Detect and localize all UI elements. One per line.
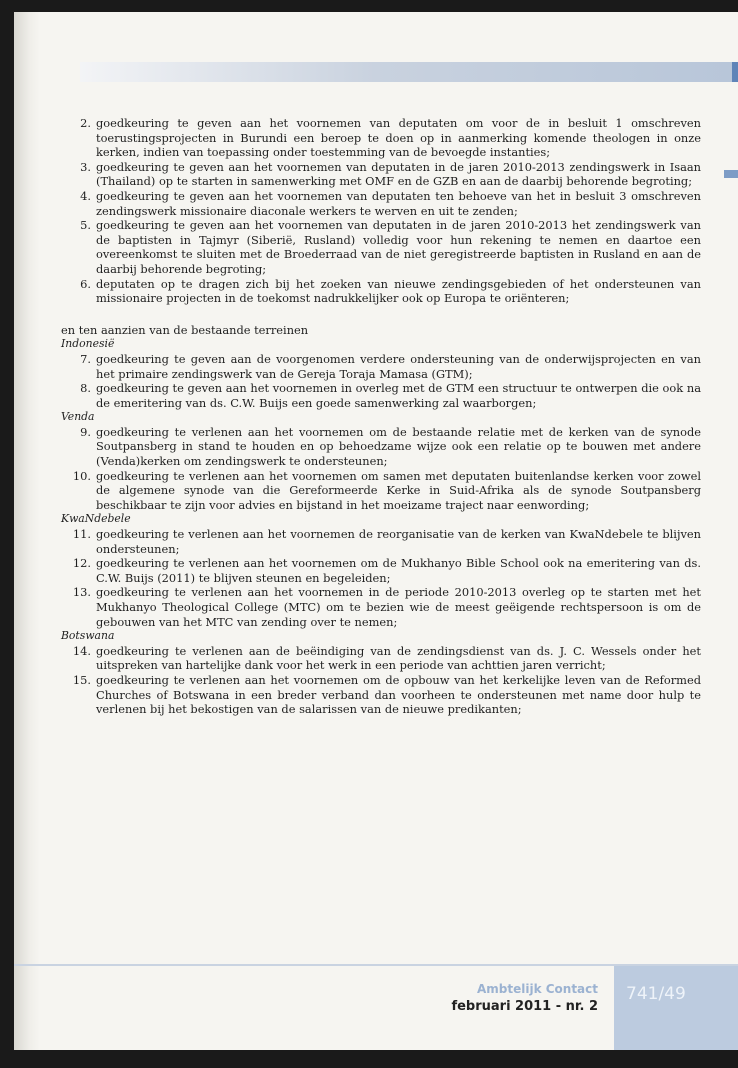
list-item	[61, 277, 701, 306]
item-number: 7.	[80, 351, 91, 366]
list-item	[61, 527, 701, 556]
header-gradient-bar	[80, 62, 734, 82]
item-number: 14.	[72, 643, 91, 658]
item-text: goedkeuring te verlenen aan de beëindiging van de zendingsdienst van ds. J. C. Wessels onder het uitspreken van hartelijke dank voor het werk in een periode van achttien jaren verricht;	[96, 643, 701, 673]
section-heading-indonesie: Indonesië	[61, 337, 115, 351]
item-text: goedkeuring te geven aan het voornemen van deputaten in de jaren 2010-2013 zendingswerk in Isaan (Thailand) op te starten in samenwerking met OMF en de GZB en aan de daarbij behorende begroting;	[96, 159, 701, 189]
decision-list	[61, 116, 701, 717]
item-text: goedkeuring te geven aan het voornemen van deputaten om voor de in besluit 1 omschreven toerustingsprojecten in Burundi een beroep te doen op in aanmerking komende theologen in onze kerken, indien van toepassing onder toestemming van de bevoegde instanties;	[96, 116, 701, 160]
item-text: goedkeuring te geven aan het voornemen van deputaten ten behoeve van het in besluit 3 omschreven zendingswerk missionaire diaconale werkers te werven en uit te zenden;	[96, 188, 701, 218]
journal-title: Ambtelijk Contact	[476, 982, 598, 996]
page-number-box	[614, 966, 738, 1050]
list-item	[61, 381, 701, 410]
item-text: goedkeuring te verlenen aan het voornemen om de bestaande relatie met de kerken van de synode Soutpansberg in stand te houden en op behoedzame wijze ook een relatie op te bouwen met andere (Venda)kerken om zendingswerk te ondersteunen;	[96, 424, 701, 469]
page-spine-shadow	[14, 12, 40, 1050]
item-number: 3.	[80, 159, 91, 174]
intro-line: en ten aanzien van de bestaande terreinen	[61, 322, 309, 337]
item-text: goedkeuring te verlenen aan het voornemen om samen met deputaten buitenlandse kerken voor zowel de algemene synode van die Gereformeerde Kerke in Suid-Afrika als de synode Soutpansberg beschikbaar te zijn voor advies en bijstand in het moeizame traject naar eenwording;	[96, 468, 701, 512]
item-text: goedkeuring te geven aan het voornemen van deputaten in de jaren 2010-2013 het zendingswerk van de baptisten in Tajmyr (Siberië, Rusland) volledig voor hun rekening te nemen en daartoe een overeenkomst te sluiten met de Broederraad van de niet geregistreerde baptisten in Rusland en aan de daarbij behorende begroting;	[96, 218, 701, 276]
list-item	[61, 116, 701, 160]
item-number: 4.	[80, 188, 91, 203]
item-text: deputaten op te dragen zich bij het zoeken van nieuwe zendingsgebieden of het ondersteunen van missionaire projecten in de toekomst nadrukkelijker ook op Europa te oriënteren;	[96, 276, 701, 306]
item-text: goedkeuring te verlenen aan het voornemen de reorganisatie van de kerken van KwaNdebele te blijven ondersteunen;	[96, 527, 701, 556]
item-number: 5.	[80, 218, 91, 233]
items-group-general	[61, 116, 701, 306]
item-text: goedkeuring te verlenen aan het voornemen om de opbouw van het kerkelijke leven van de Reformed Churches of Botswana in een breder verband dan voorheen te ondersteunen met name door hulp te verlenen bij het bekostigen van de salarissen van de nieuwe predikanten;	[96, 672, 701, 717]
item-text: goedkeuring te verlenen aan het voornemen in de periode 2010-2013 overleg op te starten met het Mukhanyo Theological College (MTC) om te bezien wie de meest geëigende rechtspersoon is om de gebouwen van het MTC van zending over te nemen;	[96, 585, 701, 629]
page-number: 741/49	[626, 984, 686, 1004]
list-item	[61, 556, 701, 585]
item-number: 13.	[72, 585, 91, 600]
section-heading-kwandebele: KwaNdebele	[61, 512, 131, 526]
list-item	[61, 644, 701, 673]
item-number: 11.	[72, 527, 91, 542]
list-item	[61, 352, 701, 381]
item-number: 2.	[80, 116, 91, 130]
journal-issue: februari 2011 - nr. 2	[451, 999, 598, 1014]
item-text: goedkeuring te verlenen aan het voornemen om de Mukhanyo Bible School ook na emeritering van ds. C.W. Buijs (2011) te blijven steunen en begeleiden;	[96, 556, 701, 585]
item-number: 8.	[80, 381, 91, 396]
journal-footer	[451, 981, 598, 1016]
side-marker-tab	[724, 170, 738, 178]
list-item	[61, 160, 701, 189]
item-number: 6.	[80, 276, 91, 291]
item-number: 10.	[72, 468, 91, 483]
item-number: 9.	[80, 424, 91, 439]
item-number: 12.	[72, 556, 91, 571]
document-page	[14, 12, 738, 1050]
section-heading-botswana: Botswana	[61, 629, 115, 643]
list-item	[61, 469, 701, 513]
list-item	[61, 218, 701, 276]
list-item	[61, 673, 701, 717]
header-accent-tab	[732, 62, 738, 82]
item-text: goedkeuring te geven aan de voorgenomen verdere ondersteuning van de onderwijsprojecten en van het primaire zendingswerk van de Gereja Toraja Mamasa (GTM);	[96, 351, 701, 381]
section-heading-venda: Venda	[61, 410, 95, 424]
list-item	[61, 425, 701, 469]
item-number: 15.	[72, 672, 91, 687]
list-item	[61, 585, 701, 629]
list-item	[61, 189, 701, 218]
item-text: goedkeuring te geven aan het voornemen in overleg met de GTM een structuur te ontwerpen die ook na de emeritering van ds. C.W. Buijs een goede samenwerking zal waarborgen;	[96, 381, 701, 410]
